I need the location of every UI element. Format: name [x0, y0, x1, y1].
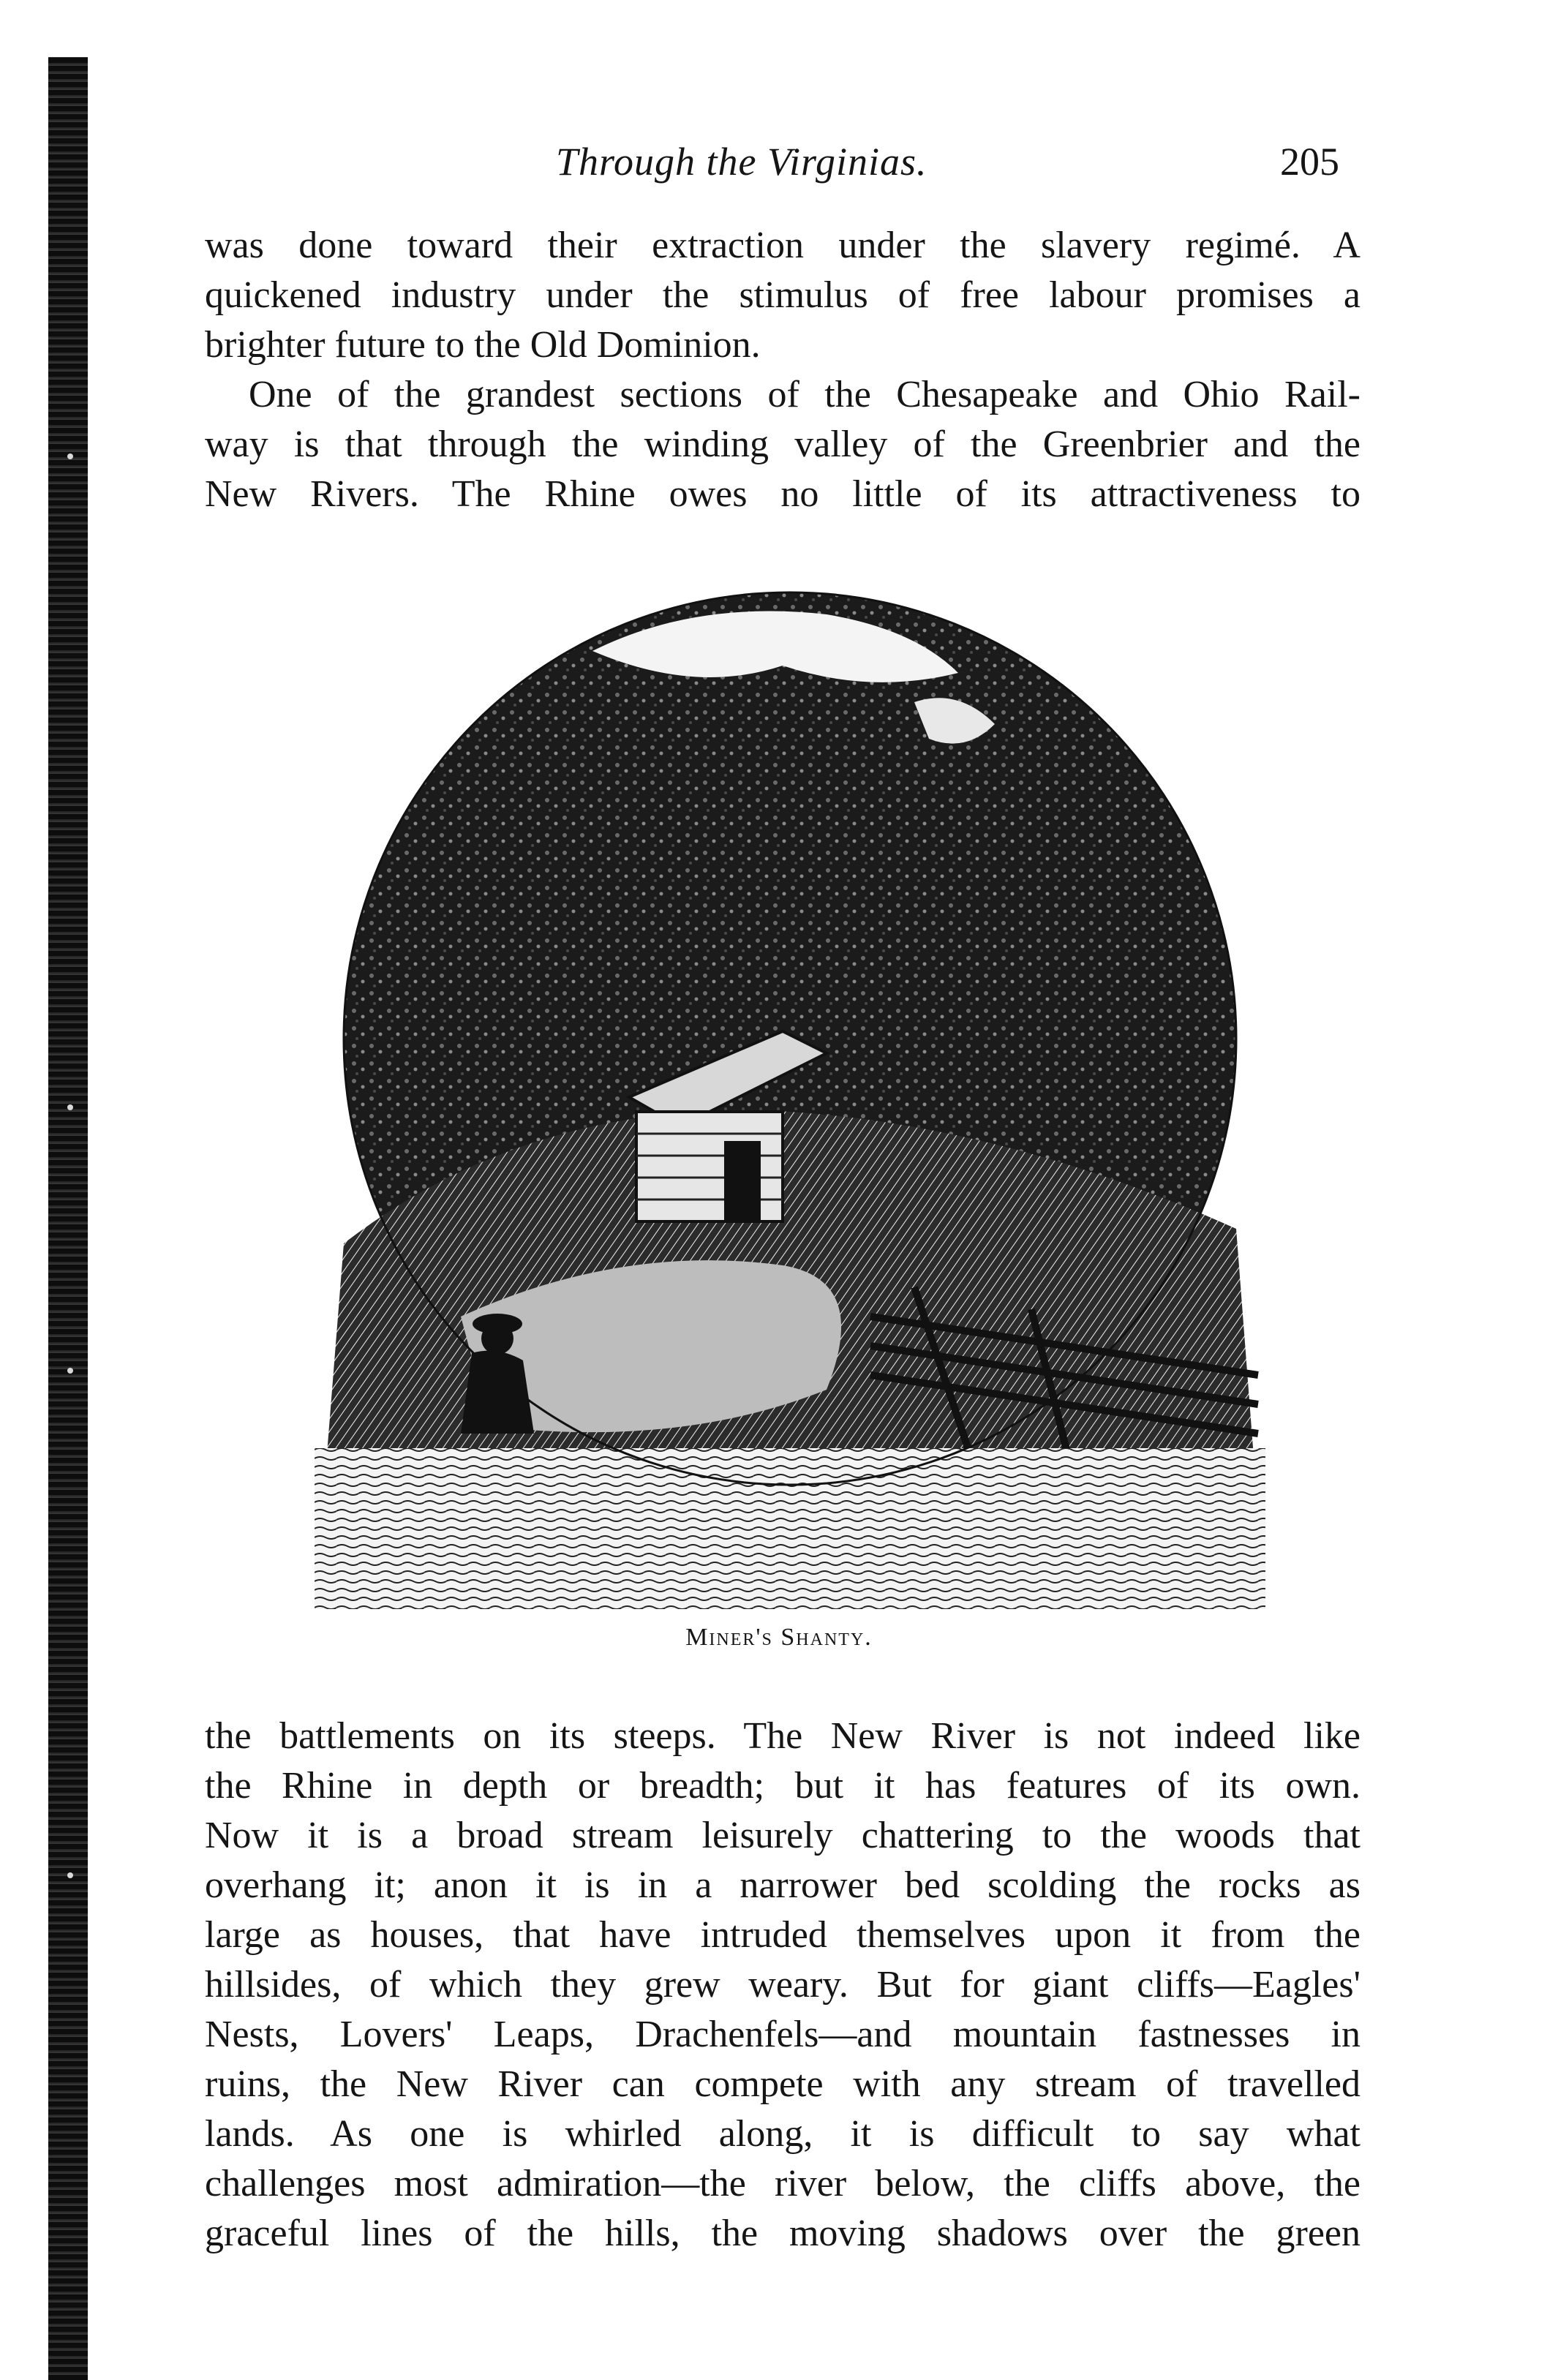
text-line: Nests, Lovers' Leaps, Drachenfels—and mountain fastnesses in — [205, 2014, 1361, 2055]
binding-speck — [67, 1872, 73, 1878]
foreground-ground — [315, 1448, 1265, 1609]
page-header — [0, 139, 1558, 197]
text-line: lands. As one is whirled along, it is difficult to say what — [205, 2113, 1361, 2155]
text-line: New Rivers. The Rhine owes no little of its attractiveness to — [205, 473, 1361, 515]
text-line: brighter future to the Old Dominion. — [205, 324, 761, 366]
binding-speck — [67, 453, 73, 459]
illustration-miners-shanty — [315, 585, 1265, 1609]
text-block-bottom — [205, 1711, 1361, 2259]
binding-speck — [67, 1368, 73, 1374]
text-line: large as houses, that have intruded themselves upon it from the — [205, 1914, 1361, 1956]
text-line: way is that through the winding valley of the Greenbrier and the — [205, 423, 1361, 465]
text-line: the Rhine in depth or breadth; but it has features of its own. — [205, 1765, 1361, 1807]
text-line: graceful lines of the hills, the moving shadows over the green — [205, 2213, 1361, 2254]
illustration-caption: Miner's Shanty. — [685, 1624, 873, 1651]
text-line: quickened industry under the stimulus of free labour promises a — [205, 274, 1361, 316]
text-line: challenges most admiration—the river below, the cliffs above, the — [205, 2163, 1361, 2204]
text-line: was done toward their extraction under the slavery regimé. A — [205, 225, 1361, 266]
text-block-top — [205, 221, 1361, 519]
text-line: overhang it; anon it is in a narrower bed scolding the rocks as — [205, 1864, 1361, 1906]
text-line: One of the grandest sections of the Chesapeake and Ohio Rail- — [249, 374, 1361, 415]
text-line: Now it is a broad stream leisurely chattering to the woods that — [205, 1815, 1361, 1856]
book-binding-edge — [48, 57, 88, 2380]
text-line: hillsides, of which they grew weary. But for giant cliffs—Eagles' — [205, 1964, 1361, 2006]
text-line: the battlements on its steeps. The New River is not indeed like — [205, 1715, 1361, 1757]
page-number: 205 — [1280, 140, 1339, 184]
running-title: Through the Virginias. — [556, 140, 927, 184]
text-line: ruins, the New River can compete with any stream of travelled — [205, 2063, 1361, 2105]
binding-speck — [67, 1104, 73, 1110]
